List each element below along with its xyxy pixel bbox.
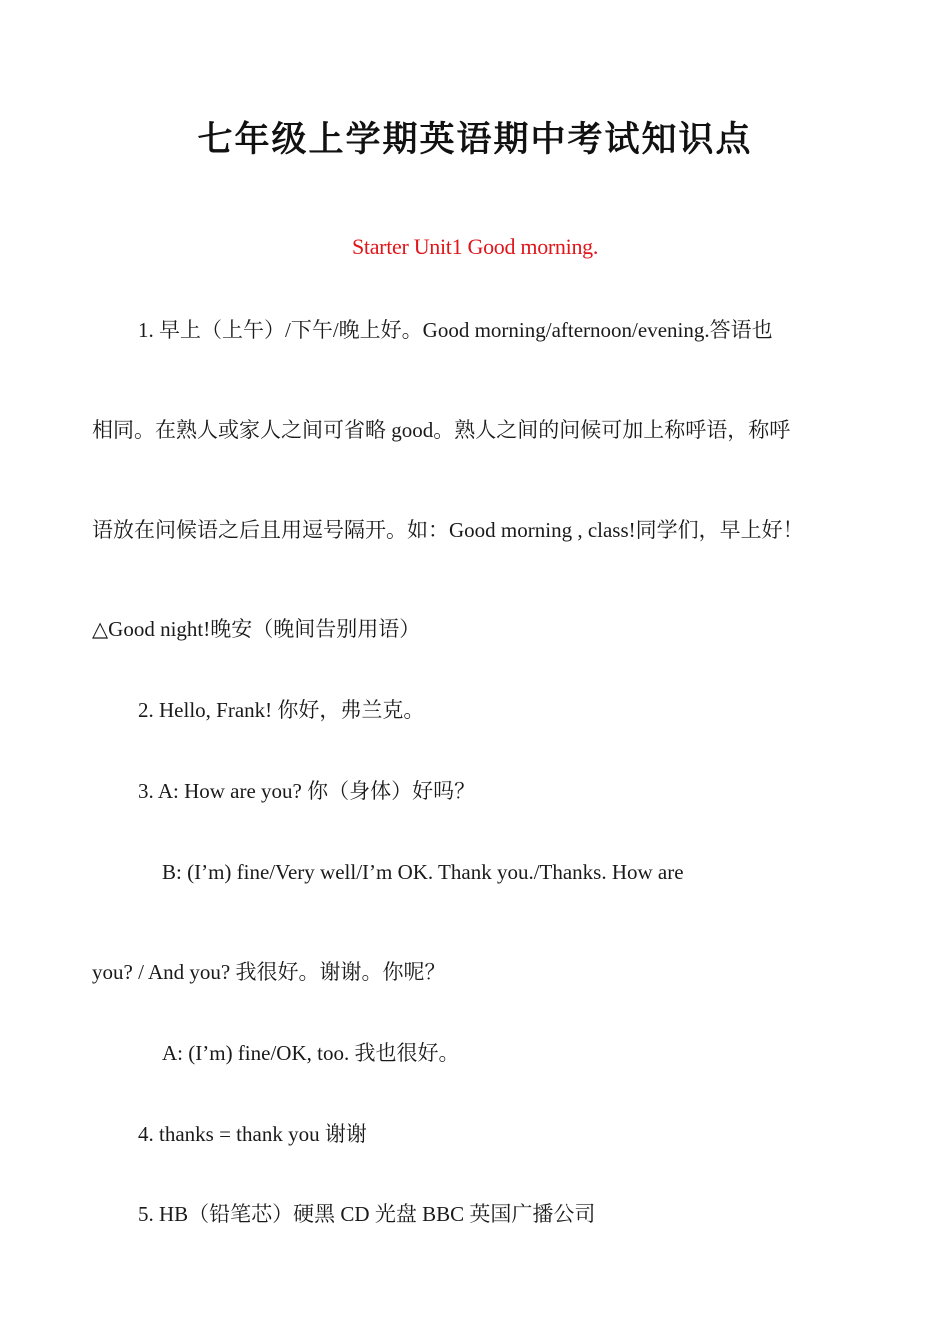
text-line-10: 4. thanks = thank you 谢谢	[138, 1122, 367, 1146]
text-line-7: B: (I’m) fine/Very well/I’m OK. Thank you./Thanks. How are	[162, 860, 684, 884]
document-title: 七年级上学期英语期中考试知识点	[197, 119, 753, 160]
text-line-11: 5. HB（铅笔芯）硬黑 CD 光盘 BBC 英国广播公司	[138, 1202, 596, 1226]
text-line-4: △Good night!晚安（晚间告别用语）	[92, 617, 421, 641]
text-line-6: 3. A: How are you? 你（身体）好吗？	[138, 779, 476, 803]
text-line-2: 相同。在熟人或家人之间可省略 good。熟人之间的问候可加上称呼语，称呼	[92, 418, 791, 442]
section-heading: Starter Unit1 Good morning.	[351, 234, 599, 259]
text-line-3: 语放在问候语之后且用逗号隔开。如：Good morning , class!同学们，早上好！	[92, 518, 804, 542]
text-line-5: 2. Hello, Frank! 你好，弗兰克。	[138, 698, 425, 722]
text-line-8: you? / And you? 我很好。谢谢。你呢？	[92, 960, 446, 984]
text-line-9: A: (I’m) fine/OK, too. 我也很好。	[162, 1041, 460, 1065]
text-line-1: 1. 早上（上午）/下午/晚上好。Good morning/afternoon/evening.答语也	[138, 318, 773, 342]
